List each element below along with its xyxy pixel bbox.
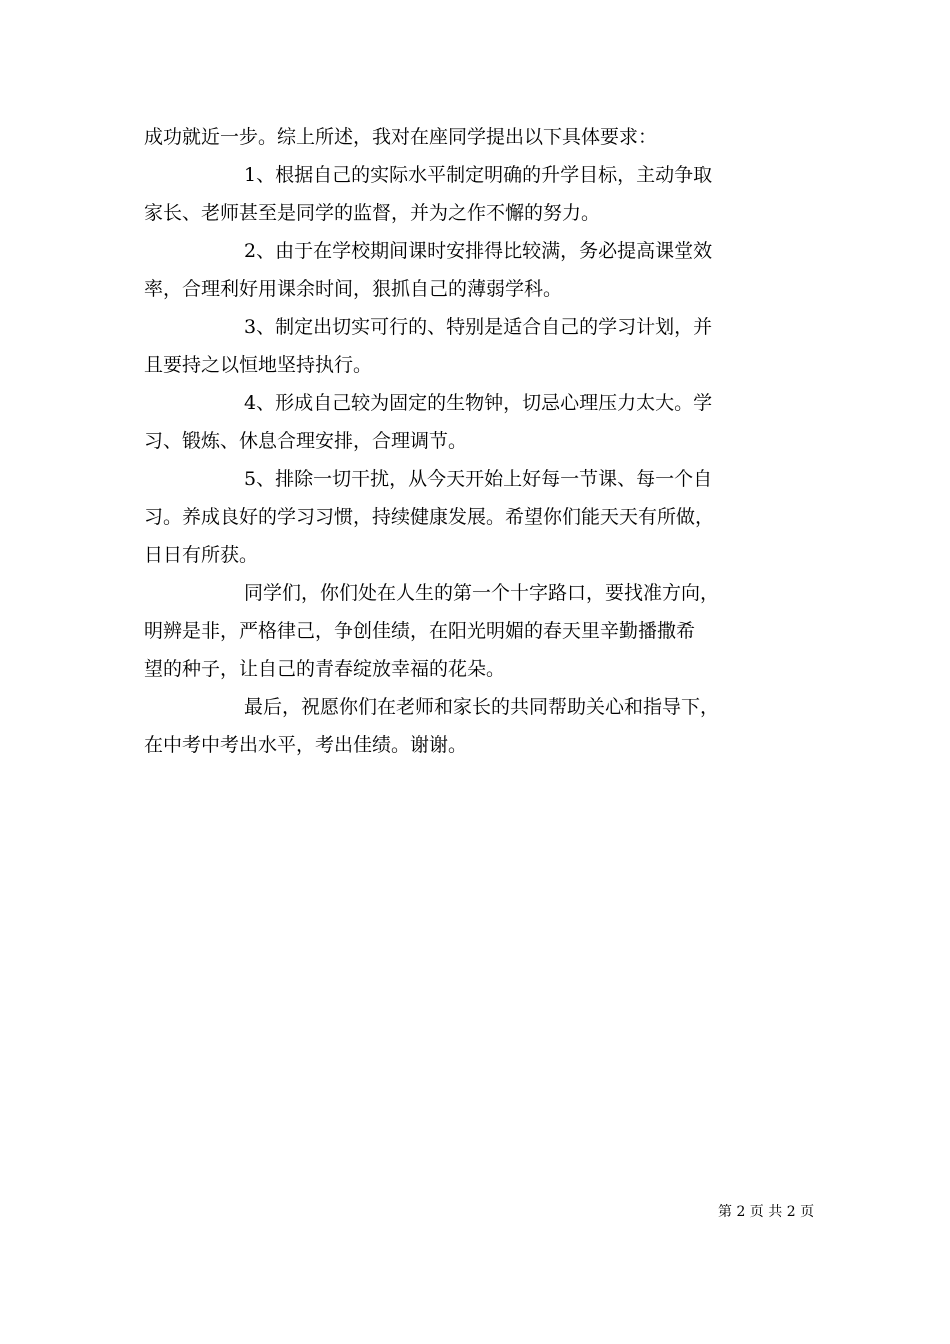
text-line: 明辨是非，严格律己，争创佳绩，在阳光明媚的春天里辛勤播撒希 <box>144 620 696 642</box>
body-text <box>144 118 814 764</box>
text-line: 在中考中考出水平，考出佳绩。谢谢。 <box>144 734 468 756</box>
text-line: 日日有所获。 <box>144 544 259 566</box>
text-line: 望的种子，让自己的青春绽放幸福的花朵。 <box>144 658 506 680</box>
text-line: 习、锻炼、休息合理安排，合理调节。 <box>144 430 468 452</box>
text-line: 率，合理利好用课余时间，狠抓自己的薄弱学科。 <box>144 278 563 300</box>
text-line: 同学们，你们处在人生的第一个十字路口，要找准方向， <box>244 582 720 604</box>
text-line: 习。养成良好的学习习惯，持续健康发展。希望你们能天天有所做， <box>144 506 715 528</box>
text-line: 成功就近一步。综上所述，我对在座同学提出以下具体要求： <box>144 126 658 148</box>
text-line: 家长、老师甚至是同学的监督，并为之作不懈的努力。 <box>144 202 601 224</box>
text-line: 5、排除一切干扰，从今天开始上好每一节课、每一个自 <box>244 468 713 490</box>
text-line: 1、根据自己的实际水平制定明确的升学目标，主动争取 <box>244 164 713 186</box>
text-line: 3、制定出切实可行的、特别是适合自己的学习计划，并 <box>244 316 713 338</box>
page-number-footer: 第 2 页 共 2 页 <box>718 1204 815 1220</box>
text-line: 最后，祝愿你们在老师和家长的共同帮助关心和指导下， <box>244 696 720 718</box>
text-line: 且要持之以恒地坚持执行。 <box>144 354 373 376</box>
text-line: 4、形成自己较为固定的生物钟，切忌心理压力太大。学 <box>244 392 713 414</box>
text-line: 2、由于在学校期间课时安排得比较满，务必提高课堂效 <box>244 240 713 262</box>
